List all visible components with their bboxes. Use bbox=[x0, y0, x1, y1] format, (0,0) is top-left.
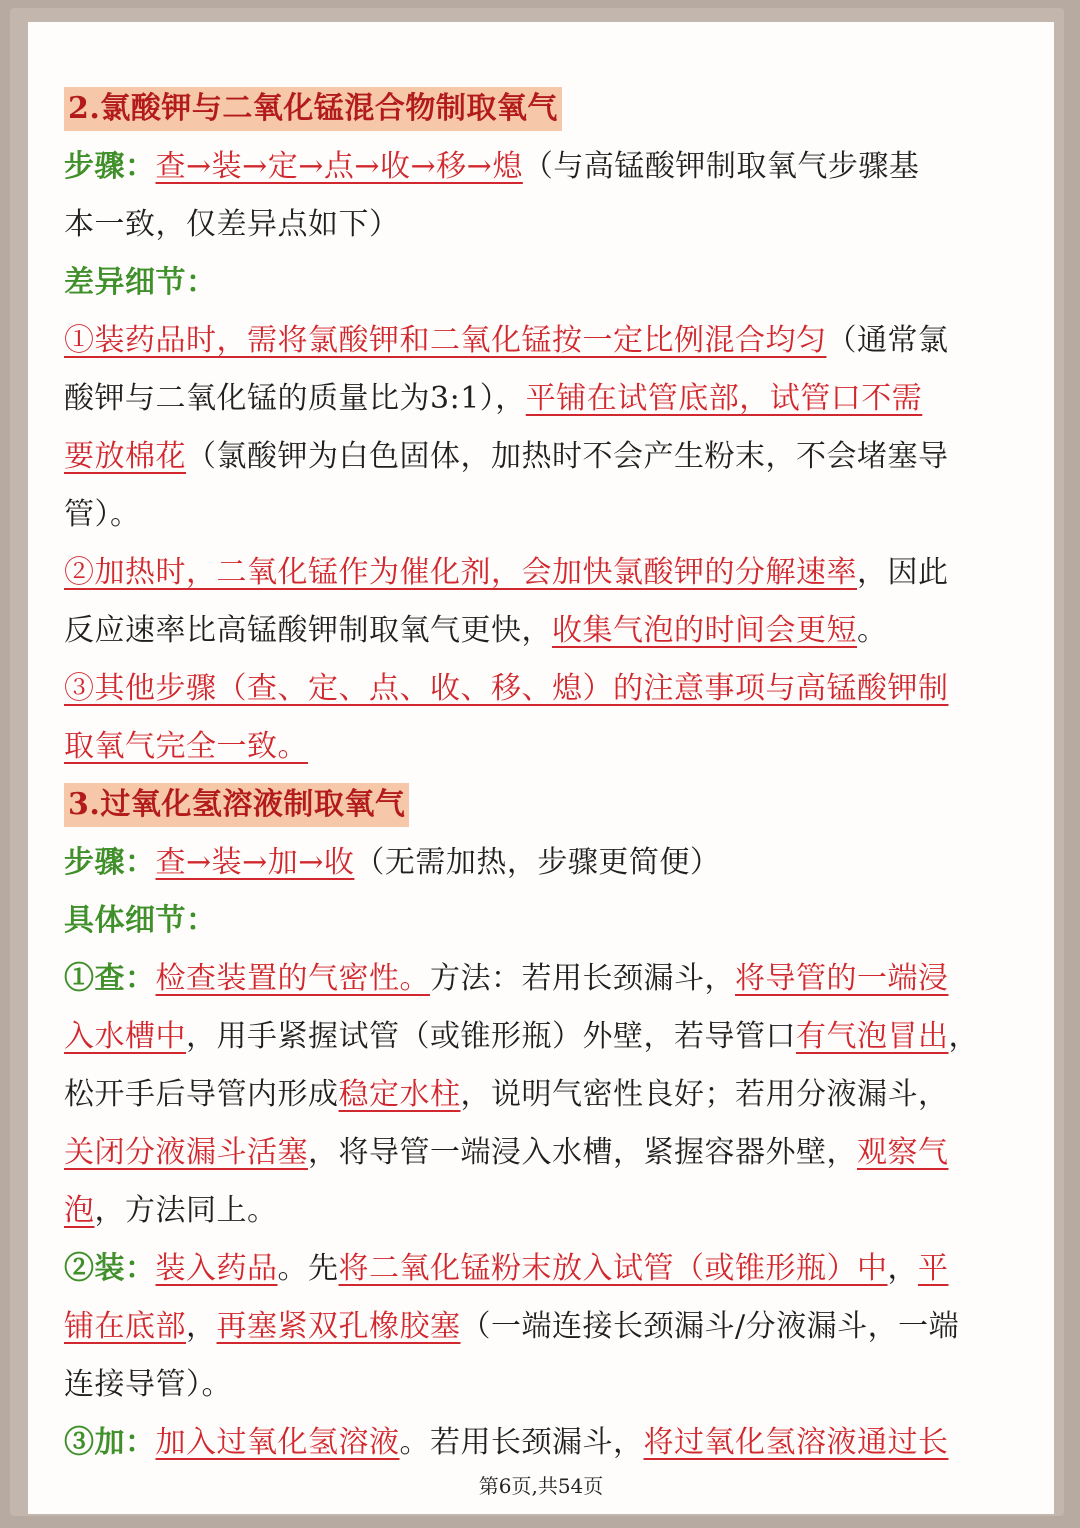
body-text: （氯酸钾为白色固体，加热时不会产生粉末，不会堵塞导 bbox=[186, 439, 949, 474]
body-text: ， bbox=[887, 1251, 918, 1286]
highlight-text: 再塞紧双孔橡胶塞 bbox=[216, 1309, 461, 1344]
body-text: ，用手紧握试管（或锥形瓶）外壁，若导管口 bbox=[186, 1019, 796, 1054]
check-label: ①查： bbox=[64, 961, 156, 996]
highlight-text: 平 bbox=[918, 1251, 949, 1286]
detail-label: 具体细节： bbox=[64, 903, 217, 938]
highlight-text: 铺在底部 bbox=[64, 1309, 186, 1344]
highlight-text: 观察气 bbox=[857, 1135, 949, 1170]
steps-note-cont: 本一致，仅差异点如下） bbox=[64, 207, 400, 242]
body-text: 。先 bbox=[277, 1251, 339, 1286]
document-page bbox=[28, 22, 1054, 1514]
body-text: 。 bbox=[857, 613, 888, 648]
body-text: （通常氯 bbox=[826, 323, 949, 358]
body-text: 管）。 bbox=[64, 497, 141, 532]
highlight-text: 有气泡冒出 bbox=[796, 1019, 949, 1054]
highlight-text: 泡 bbox=[64, 1193, 95, 1228]
highlight-text: 稳定水柱 bbox=[338, 1077, 461, 1112]
highlight-text: 将二氧化锰粉末放入试管（或锥形瓶）中 bbox=[338, 1251, 888, 1286]
steps-note: （无需加热，步骤更简便） bbox=[354, 845, 721, 880]
section-3-title: 3.过氧化氢溶液制取氧气 bbox=[64, 783, 409, 827]
add-label: ③加： bbox=[64, 1425, 156, 1460]
steps-sequence: 查→装→定→点→收→移→熄 bbox=[155, 149, 523, 184]
body-text: ，将导管一端浸入水槽，紧握容器外壁， bbox=[308, 1135, 857, 1170]
highlight-text: ①装药品时，需将氯酸钾和二氧化锰按一定比例混合均匀 bbox=[64, 323, 827, 358]
body-text: 方法：若用长颈漏斗， bbox=[430, 961, 735, 996]
diff-label: 差异细节： bbox=[64, 265, 217, 300]
load-label: ②装： bbox=[64, 1251, 156, 1286]
highlight-text: 平铺在试管底部，试管口不需 bbox=[525, 381, 923, 416]
page-content bbox=[64, 80, 1014, 1472]
highlight-text: 要放棉花 bbox=[64, 439, 186, 474]
steps-note: （与高锰酸钾制取氧气步骤基 bbox=[522, 149, 920, 184]
body-text: 连接导管）。 bbox=[64, 1367, 232, 1402]
body-text: ， bbox=[186, 1309, 217, 1344]
steps-label: 步骤： bbox=[64, 149, 156, 184]
section-2-heading bbox=[64, 80, 1014, 138]
highlight-text: 加入过氧化氢溶液 bbox=[155, 1425, 400, 1460]
body-text: 酸钾与二氧化锰的质量比为3:1）， bbox=[64, 381, 526, 416]
page-number: 第6页,共54页 bbox=[478, 1474, 604, 1498]
body-text: 松开手后导管内形成 bbox=[64, 1077, 339, 1112]
highlight-text: 装入药品 bbox=[155, 1251, 278, 1286]
section-2-title: 2.氯酸钾与二氧化锰混合物制取氧气 bbox=[64, 87, 562, 131]
body-text: （一端连接长颈漏斗/分液漏斗，一端 bbox=[460, 1309, 960, 1344]
highlight-text: 收集气泡的时间会更短 bbox=[552, 613, 857, 648]
body-text: 。若用长颈漏斗， bbox=[399, 1425, 644, 1460]
highlight-text: ②加热时，二氧化锰作为催化剂，会加快氯酸钾的分解速率 bbox=[64, 555, 857, 590]
body-text: ，说明气密性良好；若用分液漏斗， bbox=[460, 1077, 949, 1112]
highlight-text: ③其他步骤（查、定、点、收、移、熄）的注意事项与高锰酸钾制 bbox=[64, 671, 949, 706]
body-text: 反应速率比高锰酸钾制取氧气更快， bbox=[64, 613, 552, 648]
steps-label: 步骤： bbox=[64, 845, 156, 880]
body-text: ， bbox=[948, 1019, 979, 1054]
highlight-text: 将导管的一端浸 bbox=[735, 961, 949, 996]
highlight-text: 入水槽中 bbox=[64, 1019, 186, 1054]
body-text: ，方法同上。 bbox=[94, 1193, 278, 1228]
highlight-text: 取氧气完全一致。 bbox=[64, 729, 308, 764]
highlight-text: 关闭分液漏斗活塞 bbox=[64, 1135, 308, 1170]
highlight-text: 检查装置的气密性。 bbox=[155, 961, 430, 996]
body-text: ，因此 bbox=[857, 555, 949, 590]
steps-sequence: 查→装→加→收 bbox=[155, 845, 355, 880]
highlight-text: 将过氧化氢溶液通过长 bbox=[643, 1425, 949, 1460]
section-3-heading bbox=[64, 776, 1014, 834]
